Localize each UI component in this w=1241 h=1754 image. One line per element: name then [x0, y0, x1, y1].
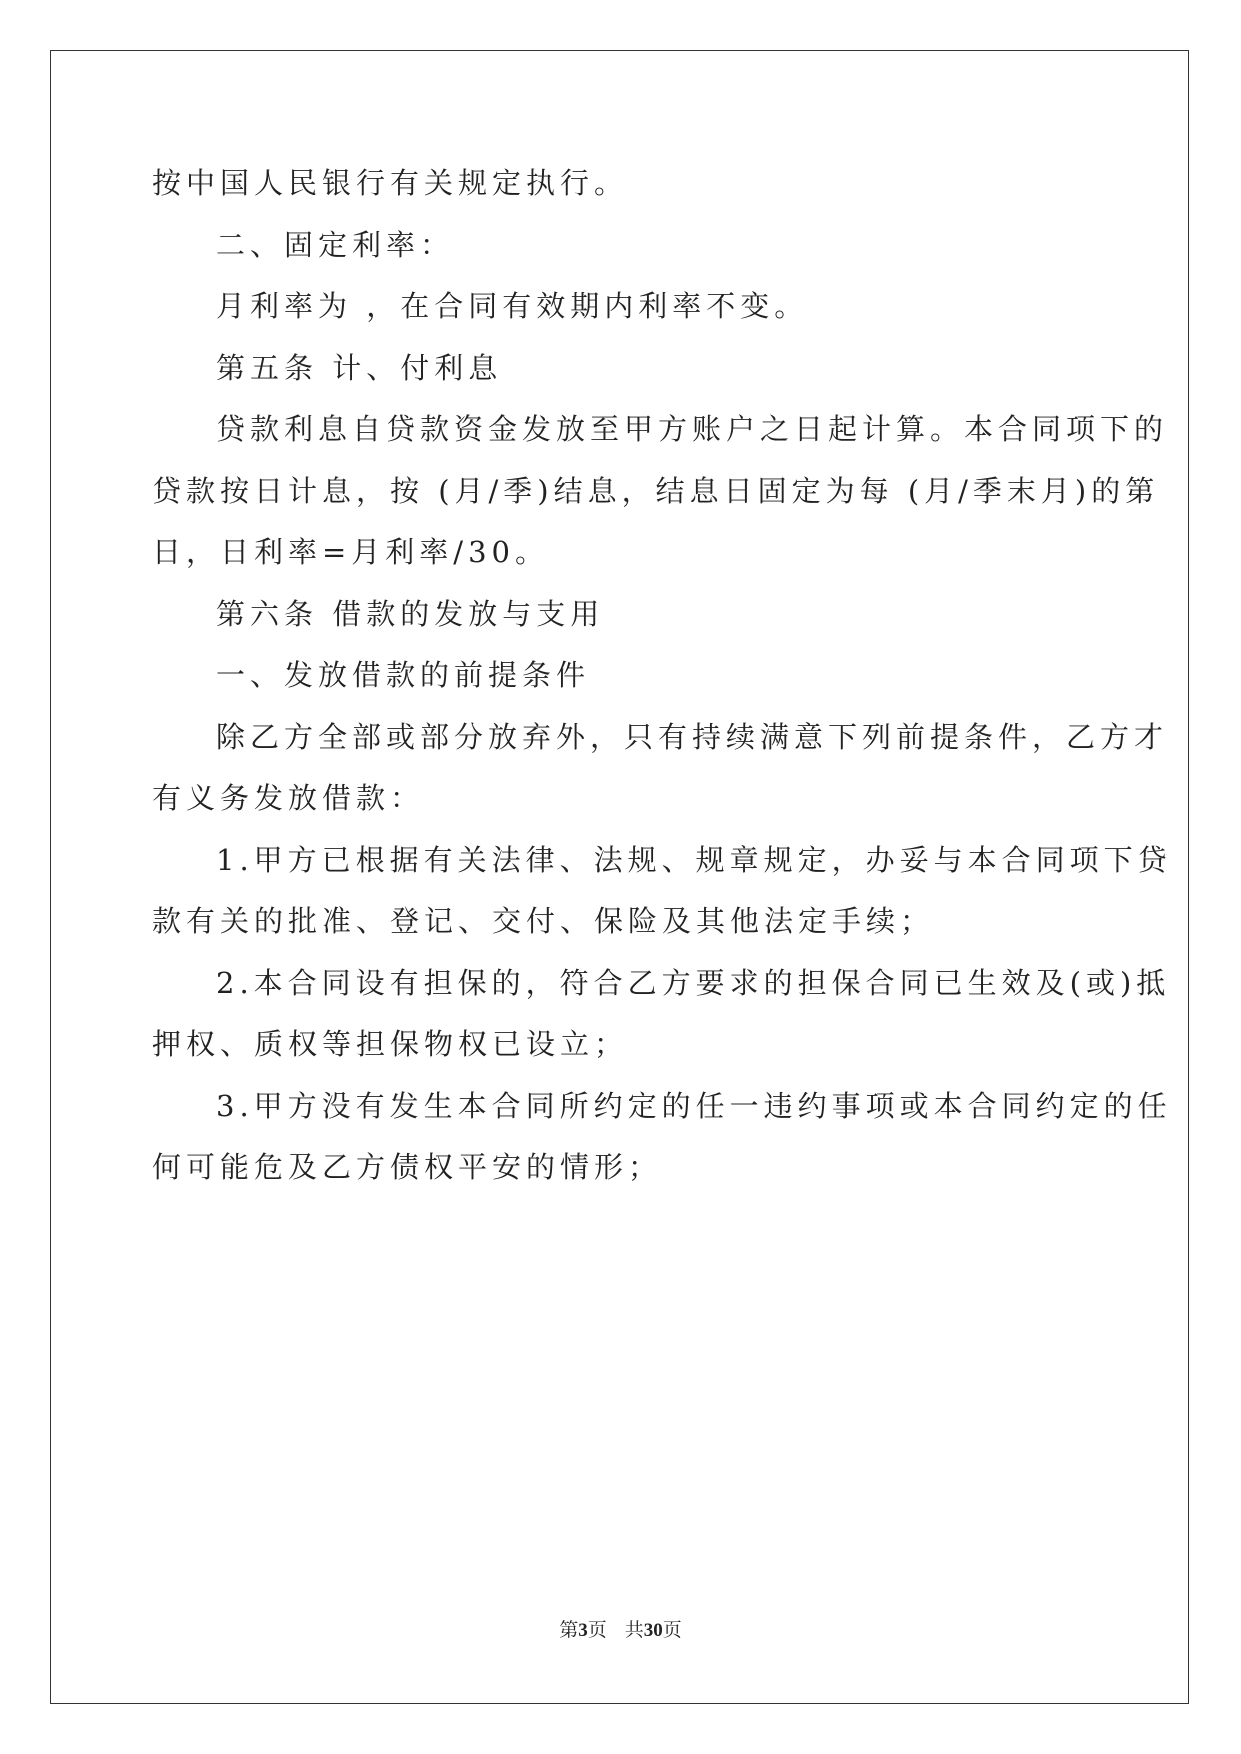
paragraph-line: 二、固定利率：	[216, 227, 455, 262]
paragraph-line: 贷款利息自贷款资金发放至甲方账户之日起计算。本合同项下的	[216, 412, 1169, 446]
list-item: 2.本合同设有担保的，符合乙方要求的担保合同已生效及(或)抵	[216, 965, 1171, 1000]
document-body	[152, 163, 1172, 1209]
section-heading: 第五条 计、付利息	[216, 350, 503, 385]
paragraph-line: 贷款按日计息，按 (月/季)结息，结息日固定为每 (月/季末月)的第	[152, 473, 1160, 508]
page-suffix: 页	[587, 1619, 607, 1641]
total-prefix: 共	[624, 1619, 644, 1641]
list-item: 1.甲方已根据有关法律、法规、规章规定，办妥与本合同项下贷	[216, 842, 1172, 877]
total-pages: 30	[643, 1620, 663, 1641]
paragraph-line: 按中国人民银行有关规定执行。	[152, 166, 629, 200]
page-footer	[0, 1615, 1241, 1642]
paragraph-line: 款有关的批准、登记、交付、保险及其他法定手续；	[152, 904, 935, 938]
subsection-heading: 一、发放借款的前提条件	[216, 658, 591, 692]
section-heading: 第六条 借款的发放与支用	[216, 596, 605, 631]
page-number: 3	[578, 1620, 588, 1641]
list-item: 3.甲方没有发生本合同所约定的任一违约事项或本合同约定的任	[216, 1088, 1172, 1123]
total-suffix: 页	[662, 1619, 682, 1641]
paragraph-line: 有义务发放借款：	[152, 781, 425, 815]
paragraph-line: 除乙方全部或部分放弃外，只有持续满意下列前提条件，乙方才	[216, 719, 1169, 754]
paragraph-line: 日，日利率=月利率/30。	[152, 535, 549, 569]
paragraph-line: 月利率为 ，在合同有效期内利率不变。	[216, 289, 809, 323]
page-prefix: 第	[559, 1619, 579, 1641]
paragraph-line: 押权、质权等担保物权已设立；	[152, 1027, 629, 1061]
paragraph-line: 何可能危及乙方债权平安的情形；	[152, 1150, 663, 1184]
